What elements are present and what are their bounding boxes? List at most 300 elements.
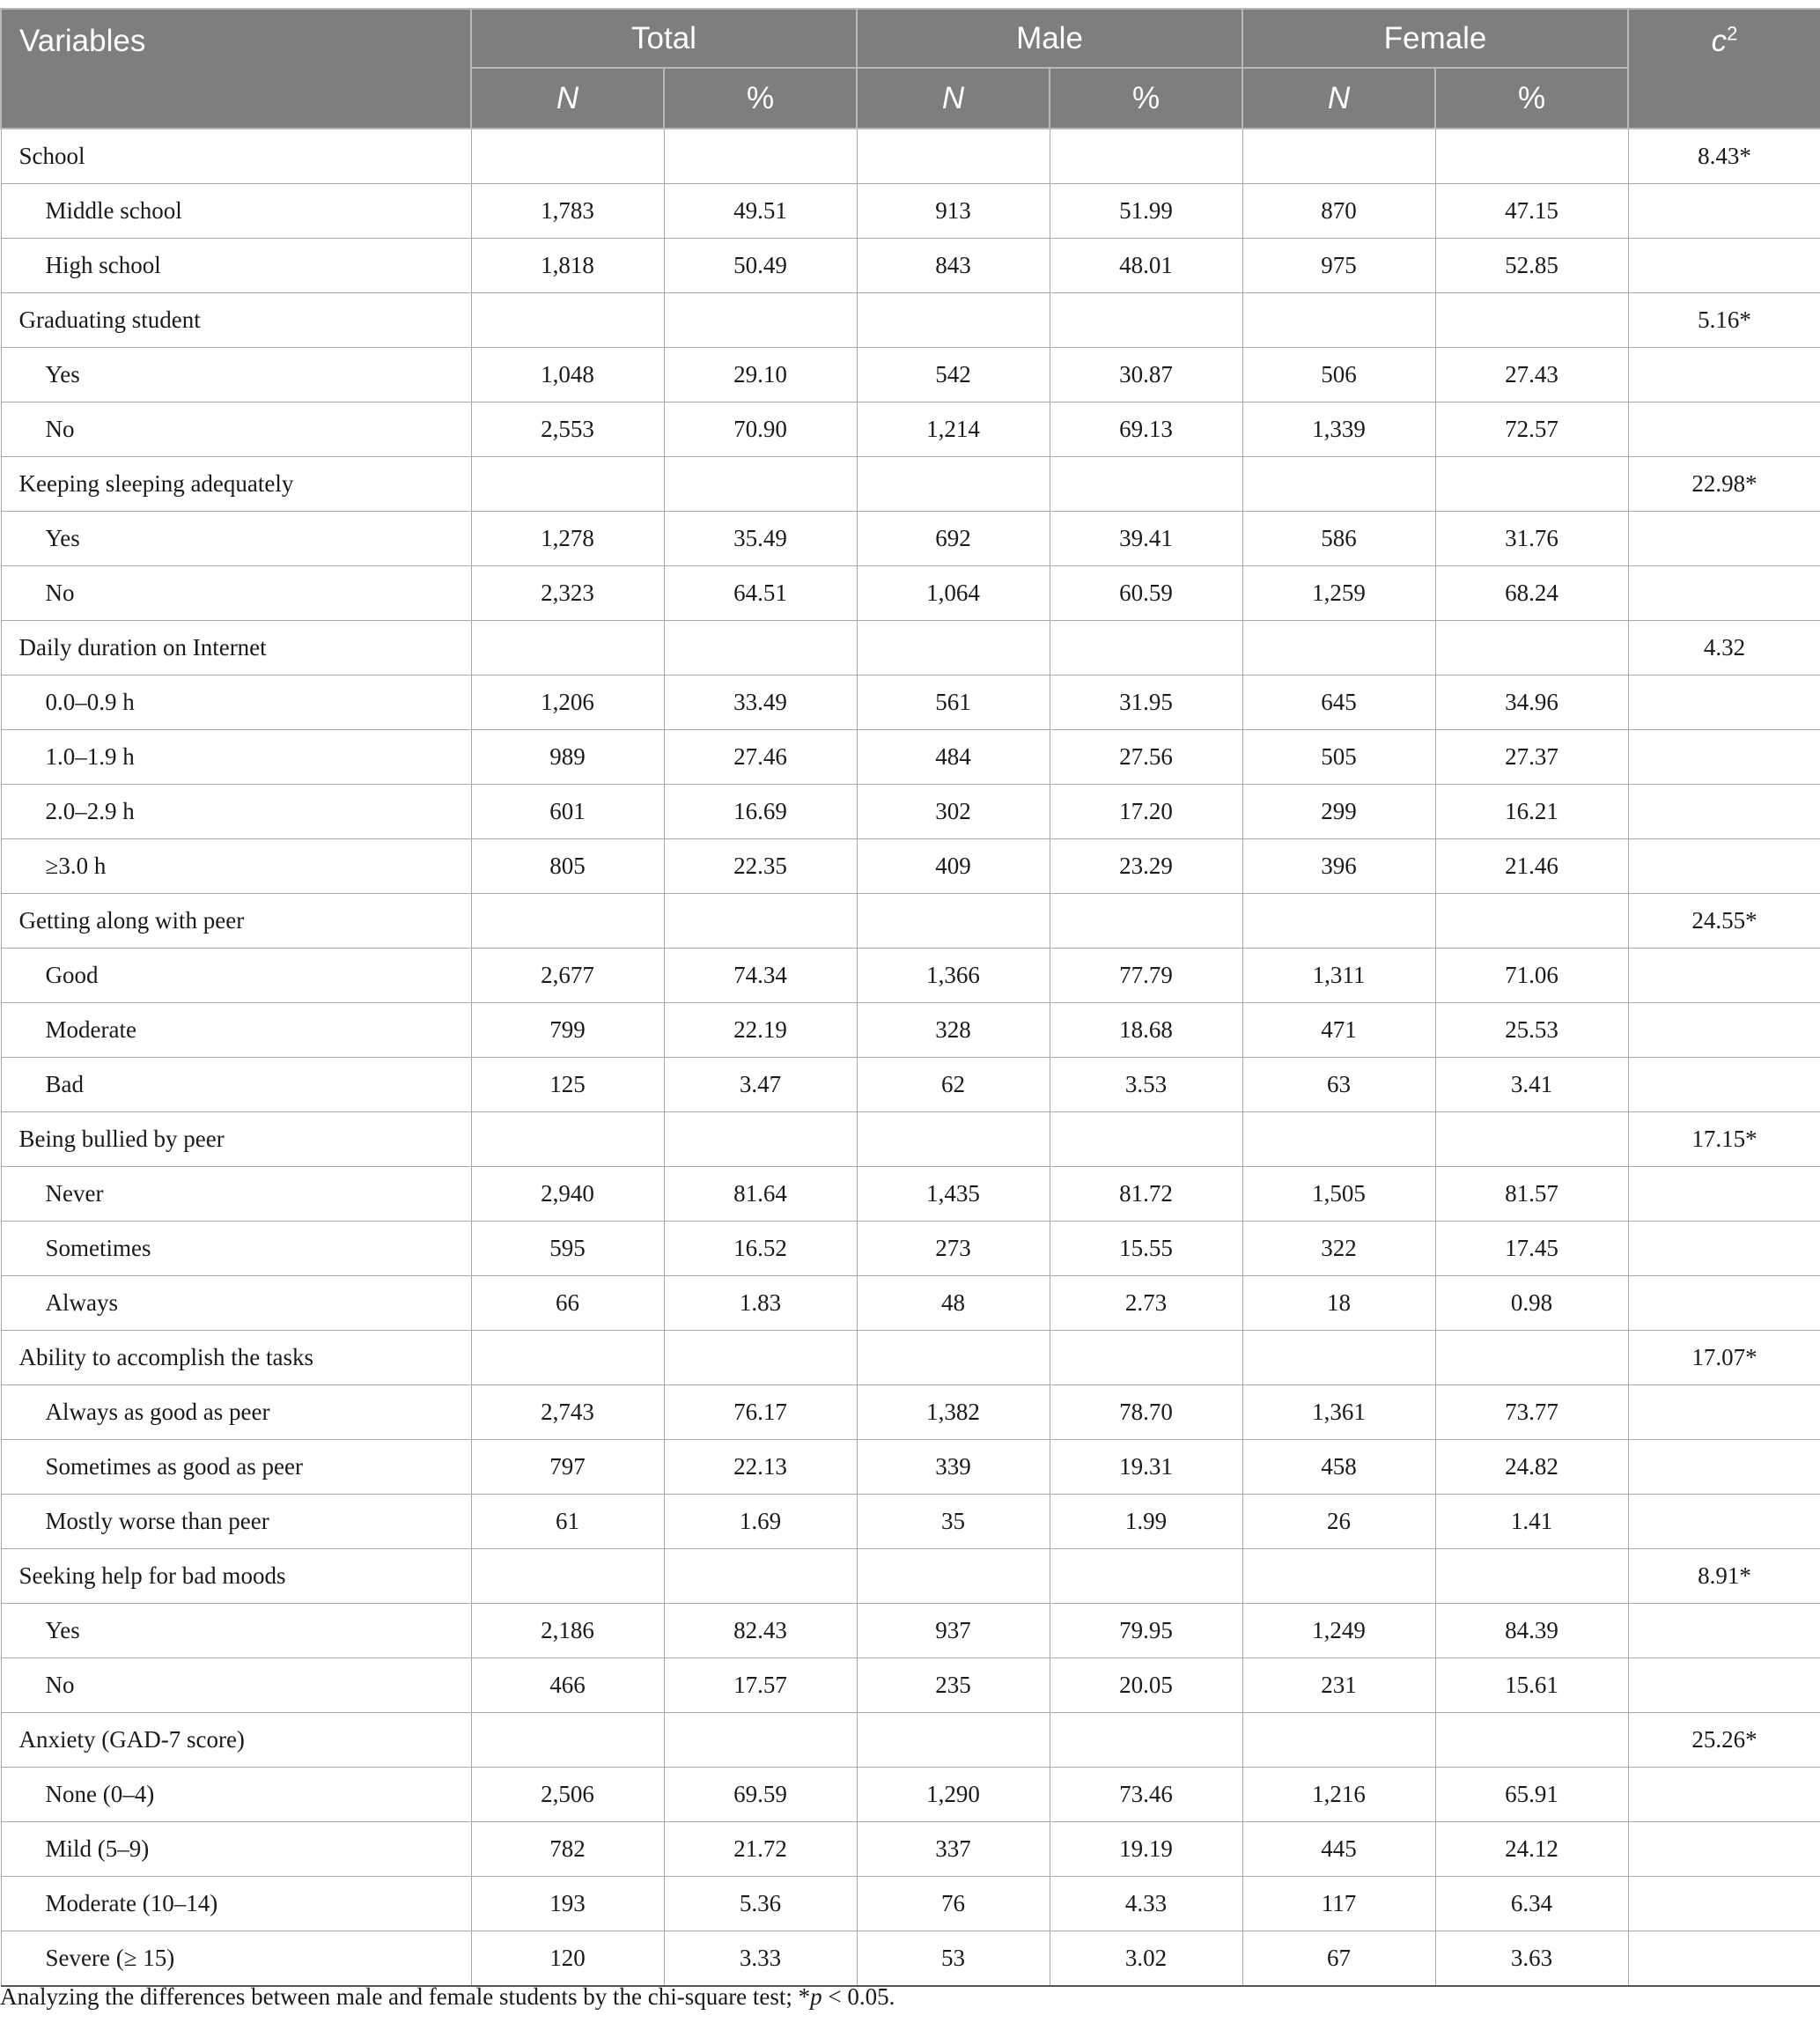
- cell-male-n: 273: [857, 1222, 1050, 1276]
- cell-chi-square: [1628, 785, 1820, 839]
- row-label: ≥3.0 h: [1, 839, 471, 894]
- cell-chi-square: [1628, 1495, 1820, 1549]
- cell-male-pct: 19.31: [1050, 1440, 1242, 1495]
- cell-female-pct: 24.12: [1435, 1822, 1628, 1877]
- table-row: [1, 1167, 1820, 1222]
- cell-female-n: 231: [1242, 1658, 1435, 1713]
- cell-total-n: 125: [471, 1058, 664, 1112]
- header-chi-square: [1628, 9, 1820, 129]
- table-row: [1, 402, 1820, 457]
- category-row: [1, 1112, 1820, 1167]
- cell-male-pct: 19.19: [1050, 1822, 1242, 1877]
- cell-male-pct: 4.33: [1050, 1877, 1242, 1931]
- cell-female-n: 67: [1242, 1931, 1435, 1987]
- footnote-p: p: [810, 1983, 822, 2010]
- category-row: [1, 894, 1820, 949]
- cell-chi-square: 25.26*: [1628, 1713, 1820, 1768]
- cell-female-n: 1,505: [1242, 1167, 1435, 1222]
- cell-chi-square: [1628, 1167, 1820, 1222]
- cell-total-pct: [664, 1331, 857, 1385]
- table-row: [1, 239, 1820, 293]
- cell-male-n: [857, 1112, 1050, 1167]
- cell-female-pct: 31.76: [1435, 512, 1628, 566]
- cell-female-n: 975: [1242, 239, 1435, 293]
- cell-male-n: [857, 1713, 1050, 1768]
- cell-female-n: [1242, 1549, 1435, 1604]
- cell-male-n: 76: [857, 1877, 1050, 1931]
- cell-female-pct: [1435, 129, 1628, 184]
- cell-male-pct: 51.99: [1050, 184, 1242, 239]
- cell-female-n: 1,339: [1242, 402, 1435, 457]
- cell-total-n: [471, 1112, 664, 1167]
- cell-male-pct: 27.56: [1050, 730, 1242, 785]
- cell-female-n: 445: [1242, 1822, 1435, 1877]
- cell-total-pct: 21.72: [664, 1822, 857, 1877]
- cell-total-pct: 16.69: [664, 785, 857, 839]
- table-body: [1, 129, 1820, 1986]
- cell-total-pct: 76.17: [664, 1385, 857, 1440]
- category-row: [1, 1713, 1820, 1768]
- category-row: [1, 293, 1820, 348]
- cell-female-n: 471: [1242, 1003, 1435, 1058]
- header-female: Female: [1242, 9, 1628, 68]
- cell-chi-square: [1628, 1003, 1820, 1058]
- table-row: [1, 839, 1820, 894]
- cell-total-pct: 5.36: [664, 1877, 857, 1931]
- table-row: [1, 676, 1820, 730]
- cell-male-n: 48: [857, 1276, 1050, 1331]
- cell-female-n: 645: [1242, 676, 1435, 730]
- cell-chi-square: [1628, 1222, 1820, 1276]
- table-container: [0, 8, 1820, 1987]
- chi-symbol: c: [1711, 24, 1728, 58]
- row-label: Good: [1, 949, 471, 1003]
- cell-female-pct: 0.98: [1435, 1276, 1628, 1331]
- cell-total-pct: 27.46: [664, 730, 857, 785]
- header-male: Male: [857, 9, 1242, 68]
- cell-male-n: 337: [857, 1822, 1050, 1877]
- cell-male-n: 1,366: [857, 949, 1050, 1003]
- cell-female-n: [1242, 129, 1435, 184]
- cell-chi-square: 22.98*: [1628, 457, 1820, 512]
- cell-chi-square: [1628, 1385, 1820, 1440]
- cell-total-pct: [664, 129, 857, 184]
- cell-female-pct: 34.96: [1435, 676, 1628, 730]
- cell-total-pct: 29.10: [664, 348, 857, 402]
- cell-total-n: 1,278: [471, 512, 664, 566]
- header-male-pct: %: [1050, 68, 1242, 129]
- cell-total-n: [471, 621, 664, 676]
- category-row: [1, 1331, 1820, 1385]
- table-row: [1, 1222, 1820, 1276]
- cell-total-pct: [664, 1713, 857, 1768]
- cell-chi-square: [1628, 676, 1820, 730]
- cell-chi-square: [1628, 730, 1820, 785]
- cell-female-pct: [1435, 894, 1628, 949]
- cell-male-n: [857, 129, 1050, 184]
- cell-female-pct: 68.24: [1435, 566, 1628, 621]
- category-label: Keeping sleeping adequately: [1, 457, 471, 512]
- category-row: [1, 621, 1820, 676]
- cell-chi-square: 17.07*: [1628, 1331, 1820, 1385]
- cell-total-pct: [664, 457, 857, 512]
- cell-female-n: 586: [1242, 512, 1435, 566]
- cell-total-n: 2,506: [471, 1768, 664, 1822]
- cell-total-pct: 3.33: [664, 1931, 857, 1987]
- row-label: Yes: [1, 512, 471, 566]
- cell-female-n: 299: [1242, 785, 1435, 839]
- cell-female-n: 1,361: [1242, 1385, 1435, 1440]
- cell-male-pct: 18.68: [1050, 1003, 1242, 1058]
- cell-female-pct: [1435, 1549, 1628, 1604]
- cell-female-n: 396: [1242, 839, 1435, 894]
- row-label: 2.0–2.9 h: [1, 785, 471, 839]
- table-row: [1, 1276, 1820, 1331]
- cell-female-pct: 47.15: [1435, 184, 1628, 239]
- cell-female-n: 117: [1242, 1877, 1435, 1931]
- cell-male-pct: 31.95: [1050, 676, 1242, 730]
- cell-chi-square: [1628, 1058, 1820, 1112]
- cell-male-pct: 15.55: [1050, 1222, 1242, 1276]
- cell-chi-square: [1628, 1604, 1820, 1658]
- cell-female-n: 63: [1242, 1058, 1435, 1112]
- cell-total-n: [471, 1713, 664, 1768]
- data-table: [0, 8, 1820, 1987]
- row-label: Yes: [1, 1604, 471, 1658]
- cell-total-n: 595: [471, 1222, 664, 1276]
- cell-female-pct: 25.53: [1435, 1003, 1628, 1058]
- row-label: Sometimes as good as peer: [1, 1440, 471, 1495]
- cell-total-n: 466: [471, 1658, 664, 1713]
- table-row: [1, 1877, 1820, 1931]
- cell-male-n: 1,290: [857, 1768, 1050, 1822]
- cell-total-n: 2,677: [471, 949, 664, 1003]
- table-row: [1, 1385, 1820, 1440]
- cell-total-pct: 49.51: [664, 184, 857, 239]
- cell-male-n: 542: [857, 348, 1050, 402]
- cell-female-n: 1,259: [1242, 566, 1435, 621]
- row-label: None (0–4): [1, 1768, 471, 1822]
- cell-male-n: 561: [857, 676, 1050, 730]
- cell-male-n: 339: [857, 1440, 1050, 1495]
- row-label: No: [1, 402, 471, 457]
- cell-total-n: 2,940: [471, 1167, 664, 1222]
- header-female-pct: %: [1435, 68, 1628, 129]
- cell-male-pct: 79.95: [1050, 1604, 1242, 1658]
- cell-total-n: [471, 129, 664, 184]
- cell-male-n: 937: [857, 1604, 1050, 1658]
- category-row: [1, 1549, 1820, 1604]
- cell-female-pct: 52.85: [1435, 239, 1628, 293]
- cell-female-n: [1242, 894, 1435, 949]
- cell-total-n: 805: [471, 839, 664, 894]
- category-label: School: [1, 129, 471, 184]
- row-label: Middle school: [1, 184, 471, 239]
- cell-male-n: [857, 1549, 1050, 1604]
- cell-female-pct: 27.43: [1435, 348, 1628, 402]
- cell-female-n: [1242, 1112, 1435, 1167]
- table-row: [1, 1003, 1820, 1058]
- cell-total-pct: 22.35: [664, 839, 857, 894]
- cell-total-pct: [664, 894, 857, 949]
- footnote-prefix: Analyzing the differences between male and female students by the chi-square test; *: [0, 1983, 811, 2010]
- cell-male-pct: [1050, 621, 1242, 676]
- cell-chi-square: [1628, 348, 1820, 402]
- cell-chi-square: 4.32: [1628, 621, 1820, 676]
- cell-female-pct: [1435, 1713, 1628, 1768]
- cell-female-pct: 72.57: [1435, 402, 1628, 457]
- cell-male-n: 1,214: [857, 402, 1050, 457]
- table-row: [1, 949, 1820, 1003]
- cell-male-pct: 2.73: [1050, 1276, 1242, 1331]
- category-label: Being bullied by peer: [1, 1112, 471, 1167]
- cell-total-n: [471, 293, 664, 348]
- row-label: 1.0–1.9 h: [1, 730, 471, 785]
- cell-male-pct: [1050, 894, 1242, 949]
- cell-male-pct: 81.72: [1050, 1167, 1242, 1222]
- table-row: [1, 730, 1820, 785]
- cell-female-pct: 21.46: [1435, 839, 1628, 894]
- header-total: Total: [471, 9, 857, 68]
- cell-total-pct: 69.59: [664, 1768, 857, 1822]
- cell-female-pct: 15.61: [1435, 1658, 1628, 1713]
- cell-female-pct: [1435, 457, 1628, 512]
- cell-total-n: [471, 1331, 664, 1385]
- cell-total-n: [471, 457, 664, 512]
- cell-male-n: [857, 621, 1050, 676]
- row-label: High school: [1, 239, 471, 293]
- cell-male-n: 1,435: [857, 1167, 1050, 1222]
- cell-total-n: 193: [471, 1877, 664, 1931]
- cell-chi-square: [1628, 839, 1820, 894]
- cell-female-pct: 17.45: [1435, 1222, 1628, 1276]
- cell-total-pct: 33.49: [664, 676, 857, 730]
- row-label: Never: [1, 1167, 471, 1222]
- cell-total-n: 61: [471, 1495, 664, 1549]
- cell-total-n: 66: [471, 1276, 664, 1331]
- cell-male-pct: [1050, 457, 1242, 512]
- cell-male-n: [857, 1331, 1050, 1385]
- category-row: [1, 457, 1820, 512]
- cell-total-pct: [664, 1112, 857, 1167]
- row-label: No: [1, 1658, 471, 1713]
- cell-chi-square: [1628, 1931, 1820, 1987]
- cell-male-pct: 60.59: [1050, 566, 1242, 621]
- cell-female-n: 1,216: [1242, 1768, 1435, 1822]
- table-row: [1, 1495, 1820, 1549]
- cell-male-n: 35: [857, 1495, 1050, 1549]
- cell-total-pct: 50.49: [664, 239, 857, 293]
- cell-total-pct: [664, 1549, 857, 1604]
- row-label: Severe (≥ 15): [1, 1931, 471, 1987]
- cell-total-pct: [664, 293, 857, 348]
- cell-chi-square: 8.91*: [1628, 1549, 1820, 1604]
- cell-chi-square: [1628, 1440, 1820, 1495]
- table-header: [1, 9, 1820, 129]
- cell-total-n: 797: [471, 1440, 664, 1495]
- cell-total-pct: 22.13: [664, 1440, 857, 1495]
- cell-total-pct: 16.52: [664, 1222, 857, 1276]
- cell-male-n: 692: [857, 512, 1050, 566]
- category-label: Graduating student: [1, 293, 471, 348]
- cell-female-pct: 84.39: [1435, 1604, 1628, 1658]
- cell-chi-square: [1628, 1822, 1820, 1877]
- cell-total-n: 2,323: [471, 566, 664, 621]
- table-row: [1, 1822, 1820, 1877]
- table-row: [1, 1658, 1820, 1713]
- cell-total-pct: 17.57: [664, 1658, 857, 1713]
- cell-chi-square: 17.15*: [1628, 1112, 1820, 1167]
- header-male-n: N: [857, 68, 1050, 129]
- cell-female-n: 1,311: [1242, 949, 1435, 1003]
- cell-female-pct: 71.06: [1435, 949, 1628, 1003]
- cell-female-pct: 3.41: [1435, 1058, 1628, 1112]
- cell-female-pct: 81.57: [1435, 1167, 1628, 1222]
- cell-male-pct: 78.70: [1050, 1385, 1242, 1440]
- cell-female-pct: 16.21: [1435, 785, 1628, 839]
- cell-total-pct: 1.83: [664, 1276, 857, 1331]
- cell-male-n: 302: [857, 785, 1050, 839]
- table-row: [1, 1768, 1820, 1822]
- cell-female-n: 505: [1242, 730, 1435, 785]
- category-label: Anxiety (GAD-7 score): [1, 1713, 471, 1768]
- cell-male-n: 913: [857, 184, 1050, 239]
- cell-male-n: 409: [857, 839, 1050, 894]
- cell-total-pct: 81.64: [664, 1167, 857, 1222]
- cell-male-pct: 20.05: [1050, 1658, 1242, 1713]
- cell-total-n: 1,206: [471, 676, 664, 730]
- cell-male-pct: 73.46: [1050, 1768, 1242, 1822]
- cell-chi-square: 5.16*: [1628, 293, 1820, 348]
- table-row: [1, 348, 1820, 402]
- cell-female-pct: 65.91: [1435, 1768, 1628, 1822]
- cell-male-pct: 23.29: [1050, 839, 1242, 894]
- cell-male-pct: 39.41: [1050, 512, 1242, 566]
- cell-female-pct: 3.63: [1435, 1931, 1628, 1987]
- cell-female-n: 458: [1242, 1440, 1435, 1495]
- cell-total-n: 2,553: [471, 402, 664, 457]
- cell-female-n: 506: [1242, 348, 1435, 402]
- cell-male-pct: [1050, 1549, 1242, 1604]
- row-label: 0.0–0.9 h: [1, 676, 471, 730]
- cell-male-n: [857, 894, 1050, 949]
- cell-female-pct: [1435, 293, 1628, 348]
- cell-total-pct: 74.34: [664, 949, 857, 1003]
- cell-total-pct: 3.47: [664, 1058, 857, 1112]
- cell-total-n: 1,783: [471, 184, 664, 239]
- table-row: [1, 566, 1820, 621]
- header-total-pct: %: [664, 68, 857, 129]
- cell-total-n: 2,186: [471, 1604, 664, 1658]
- cell-chi-square: [1628, 1276, 1820, 1331]
- cell-total-n: 799: [471, 1003, 664, 1058]
- cell-male-pct: 48.01: [1050, 239, 1242, 293]
- cell-male-pct: 1.99: [1050, 1495, 1242, 1549]
- cell-male-pct: [1050, 129, 1242, 184]
- cell-male-pct: 17.20: [1050, 785, 1242, 839]
- cell-chi-square: 24.55*: [1628, 894, 1820, 949]
- cell-male-n: [857, 457, 1050, 512]
- cell-total-pct: 22.19: [664, 1003, 857, 1058]
- cell-total-pct: 1.69: [664, 1495, 857, 1549]
- footnote-suffix: < 0.05.: [822, 1983, 895, 2010]
- cell-male-n: 1,382: [857, 1385, 1050, 1440]
- category-row: [1, 129, 1820, 184]
- table-row: [1, 1058, 1820, 1112]
- cell-chi-square: [1628, 239, 1820, 293]
- cell-female-n: [1242, 1331, 1435, 1385]
- cell-chi-square: [1628, 184, 1820, 239]
- table-row: [1, 1604, 1820, 1658]
- cell-male-pct: 69.13: [1050, 402, 1242, 457]
- cell-chi-square: [1628, 1877, 1820, 1931]
- table-row: [1, 785, 1820, 839]
- cell-chi-square: [1628, 1658, 1820, 1713]
- cell-total-n: 601: [471, 785, 664, 839]
- cell-total-n: 2,743: [471, 1385, 664, 1440]
- cell-male-pct: 3.53: [1050, 1058, 1242, 1112]
- row-label: Always: [1, 1276, 471, 1331]
- cell-chi-square: [1628, 566, 1820, 621]
- cell-male-pct: [1050, 1112, 1242, 1167]
- cell-female-n: [1242, 457, 1435, 512]
- cell-male-n: 484: [857, 730, 1050, 785]
- cell-male-pct: 77.79: [1050, 949, 1242, 1003]
- cell-total-n: 120: [471, 1931, 664, 1987]
- cell-female-n: 1,249: [1242, 1604, 1435, 1658]
- cell-female-pct: 1.41: [1435, 1495, 1628, 1549]
- cell-female-pct: [1435, 1331, 1628, 1385]
- cell-male-pct: [1050, 1713, 1242, 1768]
- cell-total-pct: 35.49: [664, 512, 857, 566]
- category-label: Seeking help for bad moods: [1, 1549, 471, 1604]
- cell-female-pct: [1435, 1112, 1628, 1167]
- cell-female-n: 18: [1242, 1276, 1435, 1331]
- cell-female-pct: [1435, 621, 1628, 676]
- cell-total-n: [471, 1549, 664, 1604]
- row-label: Moderate: [1, 1003, 471, 1058]
- cell-female-n: 26: [1242, 1495, 1435, 1549]
- table-row: [1, 184, 1820, 239]
- cell-chi-square: [1628, 402, 1820, 457]
- cell-total-n: 782: [471, 1822, 664, 1877]
- cell-chi-square: 8.43*: [1628, 129, 1820, 184]
- cell-male-n: 62: [857, 1058, 1050, 1112]
- cell-female-pct: 73.77: [1435, 1385, 1628, 1440]
- category-label: Daily duration on Internet: [1, 621, 471, 676]
- cell-total-n: 1,818: [471, 239, 664, 293]
- header-total-n: N: [471, 68, 664, 129]
- cell-chi-square: [1628, 1768, 1820, 1822]
- cell-female-n: 322: [1242, 1222, 1435, 1276]
- category-label: Getting along with peer: [1, 894, 471, 949]
- cell-female-pct: 6.34: [1435, 1877, 1628, 1931]
- cell-male-n: 235: [857, 1658, 1050, 1713]
- row-label: Always as good as peer: [1, 1385, 471, 1440]
- row-label: Mostly worse than peer: [1, 1495, 471, 1549]
- cell-male-n: 328: [857, 1003, 1050, 1058]
- cell-female-pct: 24.82: [1435, 1440, 1628, 1495]
- row-label: Bad: [1, 1058, 471, 1112]
- row-label: Moderate (10–14): [1, 1877, 471, 1931]
- cell-total-n: [471, 894, 664, 949]
- cell-total-pct: 82.43: [664, 1604, 857, 1658]
- table-row: [1, 1440, 1820, 1495]
- cell-total-pct: 70.90: [664, 402, 857, 457]
- cell-female-n: 870: [1242, 184, 1435, 239]
- table-footnote: [0, 1983, 895, 2011]
- table-row: [1, 512, 1820, 566]
